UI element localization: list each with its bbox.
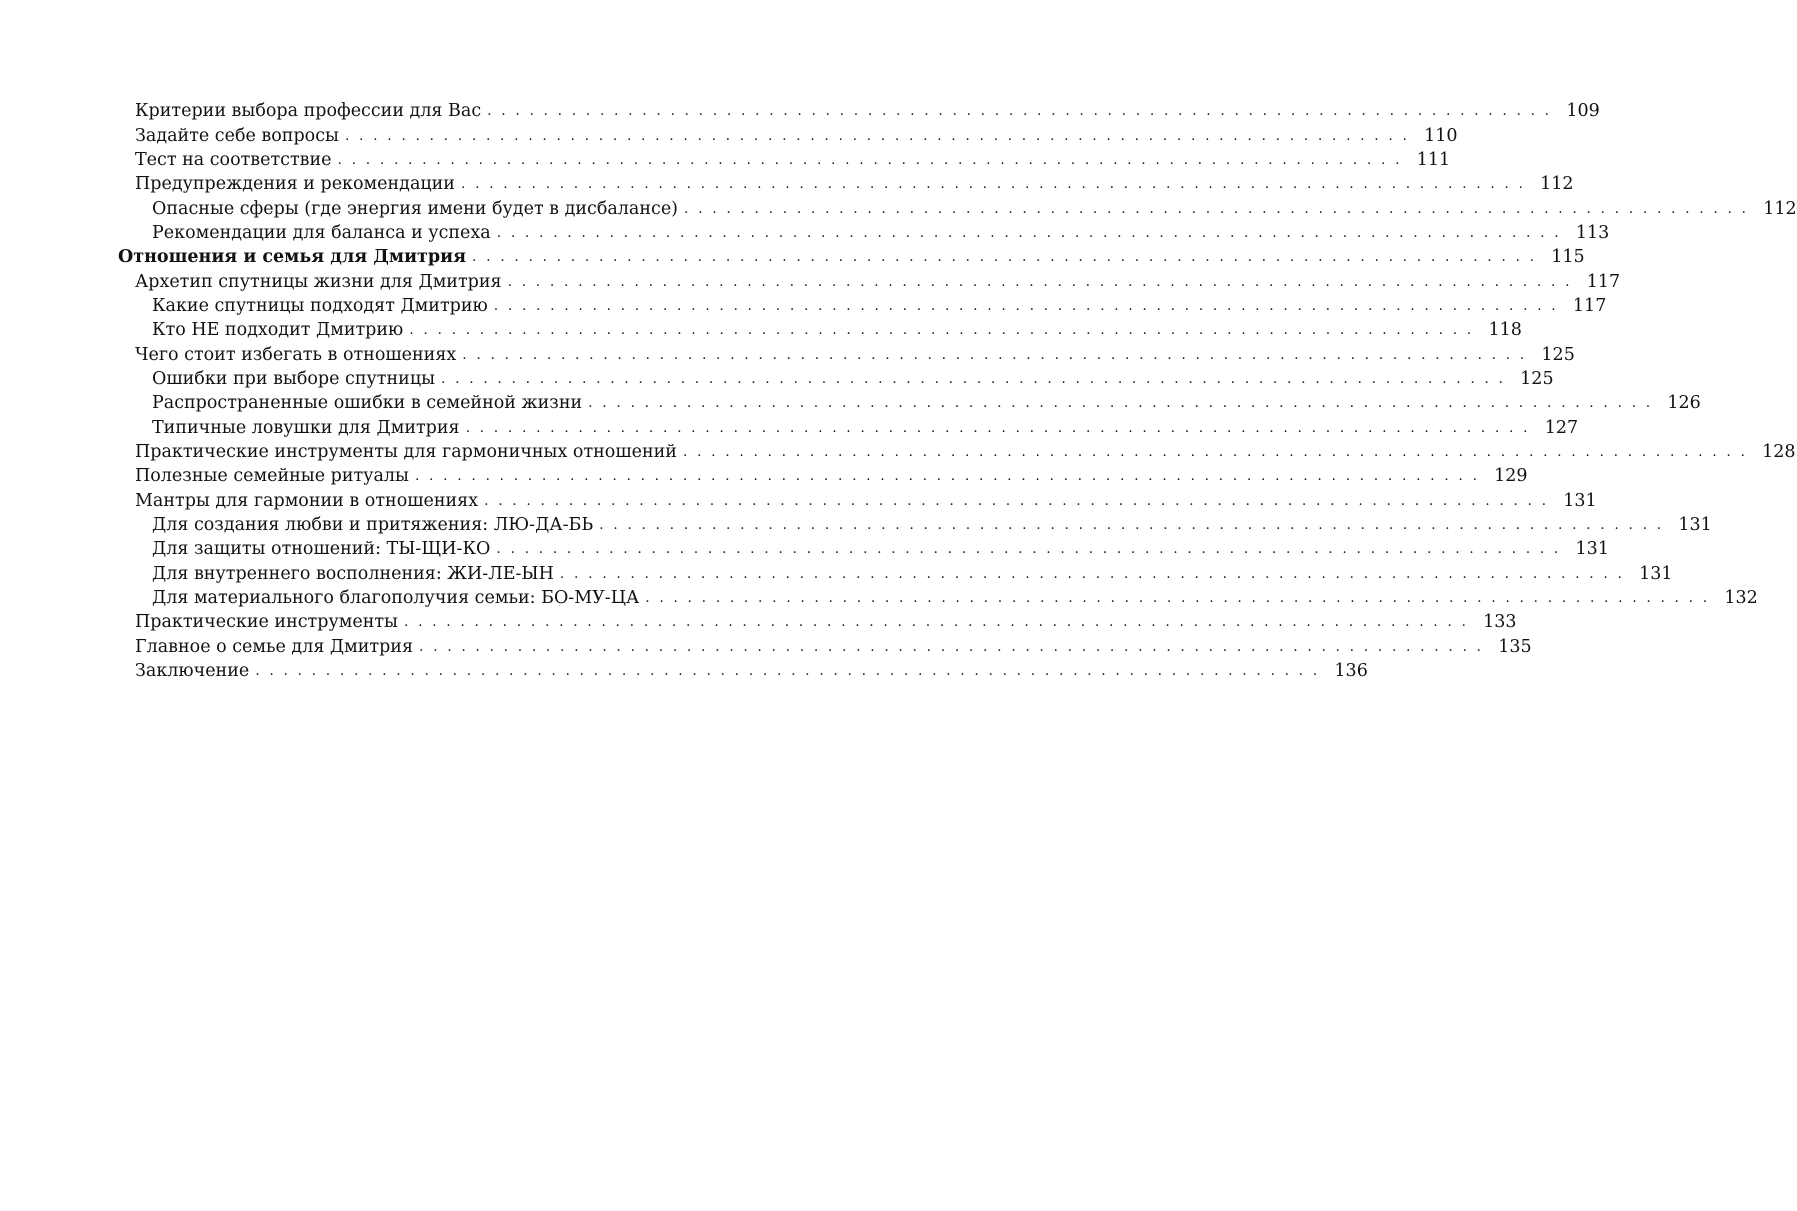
toc-entry-page: 111 <box>1416 149 1451 170</box>
toc-leader-dots: . . . . . . . . . . . . . . . . . . . . . . . . . . . . . . . . . . . . . . . . . . . . . . . . . . . . . . . . . . . . . . . . . . . . . . . . . . . . <box>441 370 1506 387</box>
toc-leader-dots: . . . . . . . . . . . . . . . . . . . . . . . . . . . . . . . . . . . . . . . . . . . . . . . . . . . . . . . . . . . . . . . . . . . . . . . . . . . . <box>460 176 1526 193</box>
toc-entry[interactable] <box>0 294 1607 318</box>
toc-entry-title: Опасные сферы (где энергия имени будет в дисбалансе) <box>152 198 679 219</box>
toc-entry[interactable] <box>0 269 1621 293</box>
toc-entry[interactable] <box>0 610 1517 634</box>
toc-leader-dots: . . . . . . . . . . . . . . . . . . . . . . . . . . . . . . . . . . . . . . . . . . . . . . . . . . . . . . . . . . . . . . . . . . . . . . . . . . . . <box>493 297 1559 314</box>
toc-leader-dots: . . . . . . . . . . . . . . . . . . . . . . . . . . . . . . . . . . . . . . . . . . . . . . . . . . . . . . . . . . . . . . . . . . . . . . . . . . . . <box>465 419 1531 436</box>
toc-entry[interactable] <box>0 537 1609 561</box>
toc-leader-dots: . . . . . . . . . . . . . . . . . . . . . . . . . . . . . . . . . . . . . . . . . . . . . . . . . . . . . . . . . . . . . . . . . . . . . . . . . . . . <box>496 541 1561 558</box>
toc-entry-title: Предупреждения и рекомендации <box>135 174 455 195</box>
toc-leader-dots: . . . . . . . . . . . . . . . . . . . . . . . . . . . . . . . . . . . . . . . . . . . . . . . . . . . . . . . . . . . . . . . . . . . . . . . . . . . . <box>487 103 1552 120</box>
toc-entry[interactable] <box>0 367 1554 391</box>
toc-leader-dots: . . . . . . . . . . . . . . . . . . . . . . . . . . . . . . . . . . . . . . . . . . . . . . . . . . . . . . . . . . . . . . . . . . . . . . . . . . . . <box>462 346 1527 363</box>
toc-leader-dots: . . . . . . . . . . . . . . . . . . . . . . . . . . . . . . . . . . . . . . . . . . . . . . . . . . . . . . . . . . . . . . . . . . . . . . . . . . . . <box>682 443 1748 460</box>
toc-leader-dots: . . . . . . . . . . . . . . . . . . . . . . . . . . . . . . . . . . . . . . . . . . . . . . . . . . . . . . . . . . . . . . . . . . . . . . . . . . . . <box>414 468 1480 485</box>
toc-leader-dots: . . . . . . . . . . . . . . . . . . . . . . . . . . . . . . . . . . . . . . . . . . . . . . . . . . . . . . . . . . . . . . . . . . . . . . . . . . . . <box>472 249 1537 266</box>
toc-leader-dots: . . . . . . . . . . . . . . . . . . . . . . . . . . . . . . . . . . . . . . . . . . . . . . . . . . . . . . . . . . . . . . . . . . . . . . . . . . . . <box>684 200 1749 217</box>
toc-entry[interactable] <box>0 513 1712 537</box>
toc-entry[interactable] <box>0 464 1528 488</box>
toc-entry-page: 109 <box>1566 101 1600 122</box>
toc-entry[interactable] <box>0 221 1610 245</box>
toc-leader-dots: . . . . . . . . . . . . . . . . . . . . . . . . . . . . . . . . . . . . . . . . . . . . . . . . . . . . . . . . . . . . . . . . . . . . . . . . . . . . <box>559 565 1625 582</box>
toc-leader-dots: . . . . . . . . . . . . . . . . . . . . . . . . . . . . . . . . . . . . . . . . . . . . . . . . . . . . . . . . . . . . . . . . . . . . . . . . . . . . <box>645 590 1710 607</box>
toc-entry-title: Главное о семье для Дмитрия <box>135 636 414 657</box>
toc-entry-page: 117 <box>1586 271 1621 292</box>
toc-entry-title: Для создания любви и притяжения: ЛЮ-ДА-БЬ <box>152 515 594 536</box>
toc-entry-page: 117 <box>1572 295 1607 316</box>
toc-chapter-entry[interactable] <box>0 245 1585 269</box>
toc-entry-page: 131 <box>1639 563 1673 584</box>
toc-entry[interactable] <box>0 586 1758 610</box>
toc-entry-title: Полезные семейные ритуалы <box>135 466 409 487</box>
toc-entry-page: 126 <box>1667 393 1701 414</box>
toc-entry[interactable] <box>0 415 1579 439</box>
toc-entry-page: 112 <box>1763 198 1797 219</box>
toc-entry-page: 135 <box>1498 636 1532 657</box>
toc-leader-dots: . . . . . . . . . . . . . . . . . . . . . . . . . . . . . . . . . . . . . . . . . . . . . . . . . . . . . . . . . . . . . . . . . . . . . . . . . . . . <box>599 517 1664 534</box>
toc-entry-title: Критерии выбора профессии для Вас <box>135 101 482 122</box>
toc-entry-page: 131 <box>1678 515 1712 536</box>
toc-entry[interactable] <box>0 148 1451 172</box>
toc-chapter-title: Отношения и семья для Дмитрия <box>118 247 467 268</box>
toc-entry-title: Практические инструменты <box>135 612 398 633</box>
toc-leader-dots: . . . . . . . . . . . . . . . . . . . . . . . . . . . . . . . . . . . . . . . . . . . . . . . . . . . . . . . . . . . . . . . . . . . . . . . . . . . . <box>337 151 1403 168</box>
toc-entry-page: 118 <box>1488 320 1522 341</box>
toc-entry[interactable] <box>0 342 1575 366</box>
toc-entry[interactable] <box>0 99 1600 123</box>
toc-entry-title: Мантры для гармонии в отношениях <box>135 490 479 511</box>
toc-entry-title: Кто НЕ подходит Дмитрию <box>152 320 404 341</box>
toc-leader-dots: . . . . . . . . . . . . . . . . . . . . . . . . . . . . . . . . . . . . . . . . . . . . . . . . . . . . . . . . . . . . . . . . . . . . . . . . . . . . <box>419 638 1484 655</box>
toc-entry-title: Чего стоит избегать в отношениях <box>135 344 457 365</box>
toc-entry-page: 112 <box>1540 174 1574 195</box>
toc-entry-title: Задайте себе вопросы <box>135 125 339 146</box>
toc-entry[interactable] <box>0 391 1701 415</box>
toc-entry-title: Тест на соответствие <box>135 149 332 170</box>
toc-entry[interactable] <box>0 489 1597 513</box>
toc-entry-page: 132 <box>1724 588 1758 609</box>
toc-entry-title: Какие спутницы подходят Дмитрию <box>152 295 488 316</box>
toc-entry-page: 131 <box>1563 490 1597 511</box>
toc-entry-page: 110 <box>1424 125 1458 146</box>
toc-entry-title: Архетип спутницы жизни для Дмитрия <box>135 271 502 292</box>
toc-entry-page: 127 <box>1544 417 1579 438</box>
toc-entry-title: Для защиты отношений: ТЫ-ЩИ-КО <box>152 539 491 560</box>
toc-entry[interactable] <box>0 635 1532 659</box>
toc-entry-page: 115 <box>1551 247 1585 268</box>
toc-entry-title: Заключение <box>135 661 250 682</box>
toc-entry[interactable] <box>0 123 1458 147</box>
toc-entry[interactable] <box>0 562 1673 586</box>
toc-leader-dots: . . . . . . . . . . . . . . . . . . . . . . . . . . . . . . . . . . . . . . . . . . . . . . . . . . . . . . . . . . . . . . . . . . . . . . . . . . . . <box>403 614 1469 631</box>
toc-entry-page: 113 <box>1575 222 1610 243</box>
toc-leader-dots: . . . . . . . . . . . . . . . . . . . . . . . . . . . . . . . . . . . . . . . . . . . . . . . . . . . . . . . . . . . . . . . . . . . . . . . . . . . . <box>496 224 1562 241</box>
table-of-contents <box>0 99 1797 683</box>
toc-entry[interactable] <box>0 318 1522 342</box>
toc-entry[interactable] <box>0 440 1796 464</box>
toc-leader-dots: . . . . . . . . . . . . . . . . . . . . . . . . . . . . . . . . . . . . . . . . . . . . . . . . . . . . . . . . . . . . . . . . . . . . . . . . . . . . <box>409 322 1474 339</box>
toc-entry-title: Для внутреннего восполнения: ЖИ-ЛЕ-ЫН <box>152 563 554 584</box>
toc-entry-page: 125 <box>1541 344 1575 365</box>
toc-entry[interactable] <box>0 196 1797 220</box>
toc-entry-title: Рекомендации для баланса и успеха <box>152 222 491 243</box>
toc-entry[interactable] <box>0 659 1368 683</box>
toc-entry-page: 131 <box>1575 539 1609 560</box>
toc-entry-page: 129 <box>1494 466 1528 487</box>
toc-leader-dots: . . . . . . . . . . . . . . . . . . . . . . . . . . . . . . . . . . . . . . . . . . . . . . . . . . . . . . . . . . . . . . . . . . . . . . . . . . . . <box>255 663 1320 680</box>
toc-entry-page: 133 <box>1483 612 1517 633</box>
toc-entry-title: Ошибки при выборе спутницы <box>152 368 435 389</box>
toc-leader-dots: . . . . . . . . . . . . . . . . . . . . . . . . . . . . . . . . . . . . . . . . . . . . . . . . . . . . . . . . . . . . . . . . . . . . . . . . . . . . <box>588 395 1653 412</box>
toc-leader-dots: . . . . . . . . . . . . . . . . . . . . . . . . . . . . . . . . . . . . . . . . . . . . . . . . . . . . . . . . . . . . . . . . . . . . . . . . . . . . <box>484 492 1549 509</box>
toc-entry-title: Для материального благополучия семьи: БО-МУ-ЦА <box>152 588 640 609</box>
toc-entry-title: Практические инструменты для гармоничных отношений <box>135 441 677 462</box>
toc-leader-dots: . . . . . . . . . . . . . . . . . . . . . . . . . . . . . . . . . . . . . . . . . . . . . . . . . . . . . . . . . . . . . . . . . . . . . . . . . . . . <box>507 273 1573 290</box>
toc-leader-dots: . . . . . . . . . . . . . . . . . . . . . . . . . . . . . . . . . . . . . . . . . . . . . . . . . . . . . . . . . . . . . . . . . . . . . . . . . . . . <box>344 127 1410 144</box>
toc-entry-title: Распространенные ошибки в семейной жизни <box>152 393 583 414</box>
toc-entry[interactable] <box>0 172 1574 196</box>
toc-entry-page: 125 <box>1520 368 1554 389</box>
toc-entry-page: 136 <box>1334 661 1368 682</box>
toc-entry-title: Типичные ловушки для Дмитрия <box>152 417 460 438</box>
toc-entry-page: 128 <box>1762 441 1796 462</box>
